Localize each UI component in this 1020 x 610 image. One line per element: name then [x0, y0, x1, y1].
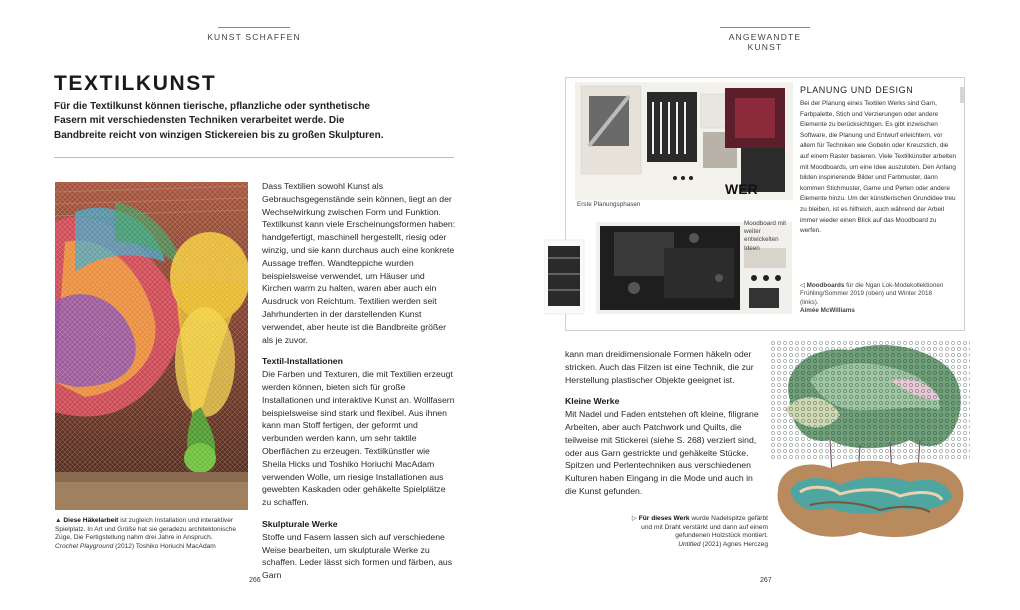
intro-text: Für die Textilkunst können tierische, pflanzliche oder synthetische Fasern mit verschiedensten Techniken verarbeitet werde. Die Bandbreite reicht von winzigen Stickereien bis zu großen Skulpturen. — [54, 101, 384, 141]
paragraph: kann man dreidimensionale Formen häkeln oder stricken. Auch das Filzen ist eine Technik, die zur Herstellung plastischer Objekte geeignet ist. — [565, 349, 754, 385]
paragraph: Dass Textilien sowohl Kunst als Gebrauchsgegenstände sein können, liegt an der Wechselwirkung zwischen Form und Funktion. Textilkunst kann viele Erscheinungsformen haben: handgefertigt, maschinell hergestellt, riesig oder winzig, und sie kann durchaus auch eine konkrete Aussage treffen. Wandteppiche wurden beispielsweise verwendet, um Häuser und Kirchen warm zu halten, waren aber auch ein Ausdruck von Reichtum. Textilien werden seit Jahrhunderten in der darstellenden Kunst verwendet, aber heute ist die Bandbreite größer als je zuvor. — [262, 181, 456, 345]
page-number-left: 266 — [249, 577, 261, 584]
paragraph: Mit Nadel und Faden entstehen oft kleine, filigrane Arbeiten, aber auch Patchwork und Quilts, die teilweise mit Stickerei (siehe S. 268) verziert sind, oder aus Garn gestrickte und gehäkelte Stücke. Spitzen und Perlentechniken aus verschiedenen Kulturen haben Eingang in die Mode und auch in die Kunst gefunden. — [565, 409, 759, 496]
page-number-right: 267 — [760, 577, 772, 584]
caption-arrow-icon: ▲ — [55, 517, 62, 524]
lace-caption — [629, 515, 768, 549]
caption-text: wurde Nadelspitze gefärbt und mit Draht verstärkt und dann auf einem gefundenen Holzstück montiert. — [641, 515, 768, 540]
caption-work-title: Crochet Playground — [55, 542, 114, 550]
crochet-caption — [55, 517, 248, 551]
moodboard-word: WER — [725, 181, 758, 197]
right-running-head: ANGEWANDTE KUNST — [728, 32, 802, 52]
moodboard-caption — [800, 282, 950, 316]
caption-credit: (2021) Agnes Herczeg — [700, 540, 768, 548]
planning-box-title: PLANUNG UND DESIGN — [800, 85, 914, 95]
caption-bold: Für dieses Werk — [638, 515, 690, 522]
lace-wood-sculpture-image — [770, 340, 970, 550]
caption-credit: (2012) Toshiko Horiuchi MacAdam — [113, 542, 216, 550]
moodboard-top-image — [575, 82, 793, 200]
caption-text: für die Ngan Lok-Modekollektionen Frühling/Sommer 2019 (oben) und Winter 2018 (links). — [800, 282, 944, 306]
subheading-sculptural: Skulpturale Werke — [262, 518, 338, 529]
right-running-head-rule — [720, 27, 810, 28]
left-body-column — [262, 180, 456, 582]
right-body-column — [565, 348, 760, 498]
caption-arrow-icon: ◁ — [800, 282, 805, 289]
paragraph: Die Farben und Texturen, die mit Textilien erzeugt werden können, bieten sich für große Installationen und interaktive Kunst an. Wollfasern beispielsweise sind stark und flexibel. Aus ihnen kann man Stoff fertigen, der geformt und verbunden werden kann, um sehr taktile Oberflächen zu erzeugen. Textilkünstler wie Sheila Hicks und Toshiko Horiuchi MacAdam verwenden Wolle, um riesige Installationen aus gewebten Kaskaden oder gehäkelte Spielplätze zu schaffen. — [262, 369, 455, 508]
caption-bold: Moodboards — [806, 282, 845, 289]
label-moodboard: Moodboard mit weiter entwickelten Ideen — [744, 220, 786, 252]
planning-box-text: Bei der Planung eines Textilen Werks sind Garn, Farbpalette, Stich und Verzierungen oder andere Elemente zu berücksichtigen. Es gibt inzwischen Software, die Planung und Entwurf erleichtern, vor allem für Techniken wie Gobelin oder Kreuzstich, die auf einem Raster basieren. Viele Textilkünstler arbeiten mit Moodboards, um eine Idee auszuloten. Den Anfang bilden inspirierende Bilder und Farbmuster, dann kommen Stichmuster, Garne und Perlen oder andere Elemente hinzu. Um der künstlerischen Grundidee treu zu bleiben, ist es hilfreich, auch während der Arbeit immer wieder einen Blick auf das Moodboard zu werfen. — [800, 100, 957, 235]
left-running-head-rule — [218, 27, 290, 28]
label-first-planning: Erste Planungsphasen — [577, 201, 641, 208]
caption-arrow-icon: ▷ — [631, 515, 637, 522]
subheading-small-works: Kleine Werke — [565, 396, 620, 407]
crochet-playground-image — [55, 182, 248, 510]
caption-bold: Diese Häkelarbeit — [63, 517, 119, 524]
intro-divider — [54, 157, 454, 158]
page-title: TEXTILKUNST — [54, 72, 217, 95]
box-accent — [960, 87, 964, 103]
caption-credit: Aimée McWilliams — [800, 307, 855, 315]
paragraph: Stoffe und Fasern lassen sich auf verschiedene Weise bearbeiten, um skulpturale Werke zu schaffen. Leder lässt sich formen und färben, aus Garn — [262, 531, 453, 581]
caption-text: ist zugleich Installation und interaktiver Spielplatz. In Art und Größe hat sie geradezu architektonische Züge, Die Fertigstellung nahm drei Jahre in Anspruch. — [55, 517, 237, 542]
left-running-head: KUNST SCHAFFEN — [207, 32, 301, 42]
subheading-installations: Textil-Installationen — [262, 356, 343, 367]
caption-work-title: Untitled — [678, 540, 701, 548]
